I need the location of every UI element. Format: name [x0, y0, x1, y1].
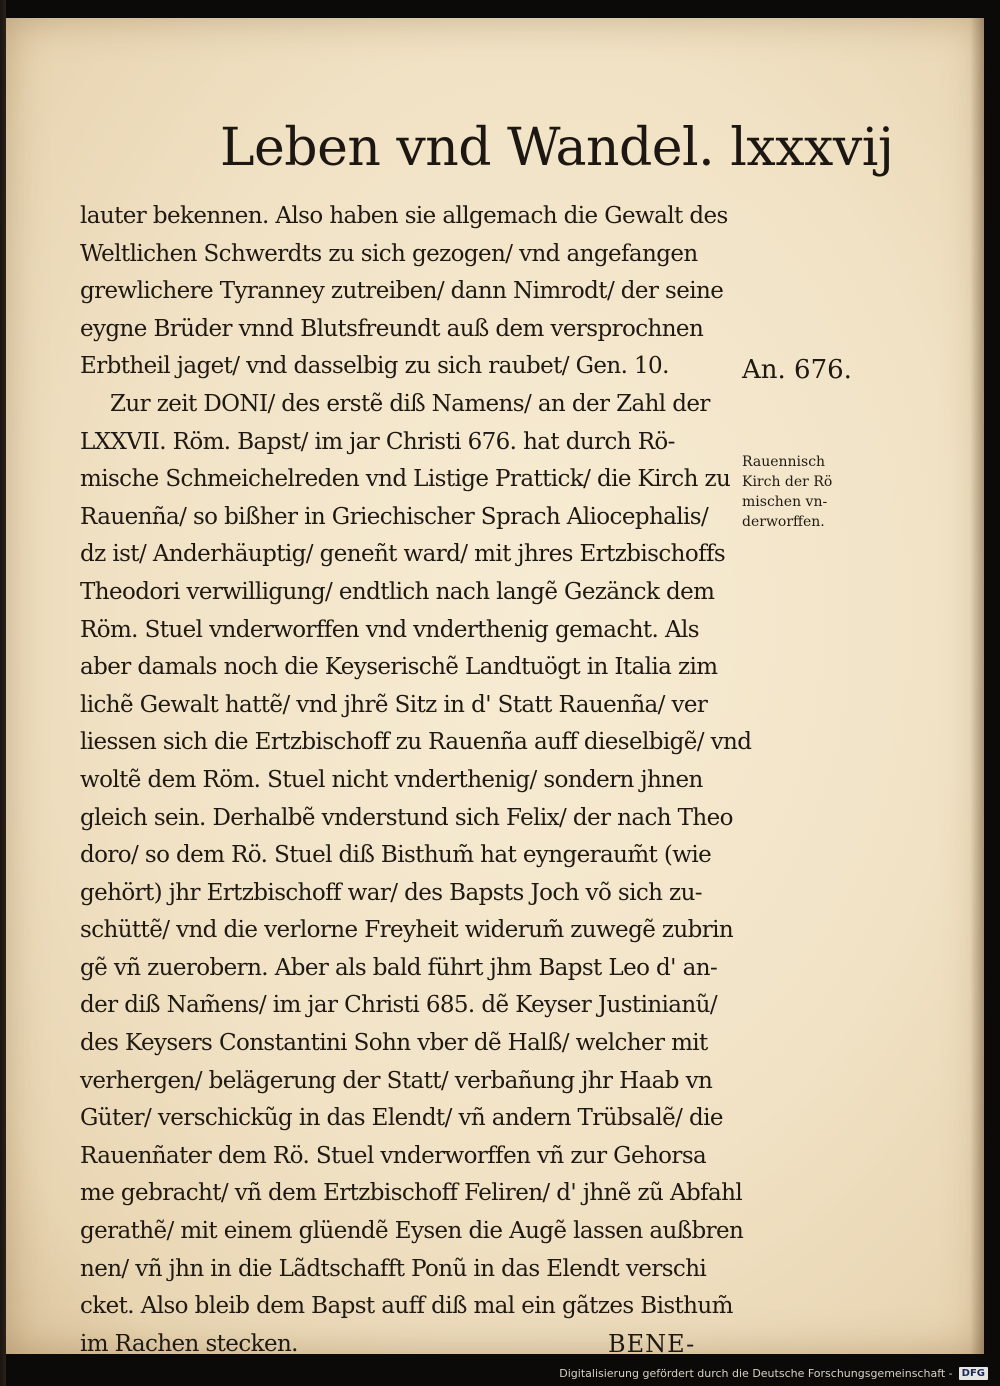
margin-year-note: An. 676. — [742, 355, 852, 385]
text-line: Röm. Stuel vnderworffen vnd vnderthenig gemacht. Als — [80, 616, 699, 643]
text-line: verhergen/ belägerung der Statt/ verbañung jhr Haab vn — [80, 1067, 713, 1094]
text-line: Theodori verwilligung/ endtlich nach langẽ Gezänck dem — [80, 578, 715, 605]
digitization-footer — [559, 1367, 988, 1380]
page-edge-shadow — [970, 18, 984, 1354]
text-line: gehört) jhr Ertzbischoff war/ des Bapsts Joch võ sich zu- — [80, 879, 702, 906]
text-line — [80, 1326, 740, 1364]
text-line: woltẽ dem Röm. Stuel nicht vnderthenig/ sondern jhnen — [80, 766, 703, 793]
text-line: mische Schmeichelreden vnd Listige Prattick/ die Kirch zu — [80, 466, 731, 493]
text-line: lichẽ Gewalt hattẽ/ vnd jhrẽ Sitz in d' Statt Rauenña/ ver — [80, 691, 708, 718]
catchword: BENE- — [608, 1329, 696, 1358]
text-line: Rauenñater dem Rö. Stuel vnderworffen vñ zur Gehorsa — [80, 1142, 707, 1169]
text-line: grewlichere Tyranney zutreiben/ dann Nimrodt/ der seine — [80, 278, 724, 305]
margin-note-line: Kirch der Rö — [742, 474, 833, 490]
footer-credit: Digitalisierung gefördert durch die Deutsche Forschungsgemeinschaft - — [559, 1367, 953, 1380]
text-line: me gebracht/ vñ dem Ertzbischoff Feliren/ d' jhnẽ zũ Abfahl — [80, 1180, 743, 1207]
body-text — [80, 198, 752, 1363]
text-line: Güter/ verschickũg in das Elendt/ vñ andern Trübsalẽ/ die — [80, 1105, 723, 1132]
text-line: der diß Nam̃ens/ im jar Christi 685. dẽ Keyser Justinianũ/ — [80, 992, 717, 1019]
text-line: gleich sein. Derhalbẽ vnderstund sich Felix/ der nach Theo — [80, 804, 733, 831]
dfg-logo-icon: DFG — [959, 1367, 988, 1380]
text-line: dz ist/ Anderhäuptig/ geneñt ward/ mit jhres Ertzbischoffs — [80, 541, 726, 568]
text-line: des Keysers Constantini Sohn vber dẽ Halß/ welcher mit — [80, 1030, 708, 1057]
text-line: liessen sich die Ertzbischoff zu Rauenña auff dieselbigẽ/ vnd — [80, 729, 752, 756]
margin-note-line: Rauennisch — [742, 454, 826, 470]
text-line: doro/ so dem Rö. Stuel diß Bisthum̃ hat eyngeraum̃t (wie — [80, 842, 712, 869]
text-line: lauter bekennen. Also haben sie allgemach die Gewalt des — [80, 203, 728, 229]
margin-note-ravenna — [742, 452, 882, 532]
text-line: Zur zeit DONI/ des erstẽ diß Namens/ an der Zahl der — [110, 390, 710, 417]
text-line: Erbtheil jaget/ vnd dasselbig zu sich raubet/ Gen. 10. — [80, 353, 669, 380]
text-line: nen/ vñ jhn in die Lãdtschafft Ponũ in das Elendt verschi — [80, 1255, 707, 1282]
margin-note-line: derworffen. — [742, 514, 825, 530]
text-line: LXXVII. Röm. Bapst/ im jar Christi 676. hat durch Rö- — [80, 428, 675, 455]
final-line-text: im Rachen stecken. — [80, 1330, 298, 1357]
running-header: Leben vnd Wandel. lxxxvij — [220, 118, 894, 178]
text-line: cket. Also bleib dem Bapst auff diß mal ein gãtzes Bisthum̃ — [80, 1293, 733, 1320]
text-line: eygne Brüder vnnd Blutsfreundt auß dem versprochnen — [80, 315, 704, 342]
text-line: gẽ vñ zuerobern. Aber als bald führt jhm Bapst Leo d' an- — [80, 954, 718, 981]
text-line: gerathẽ/ mit einem glüendẽ Eysen die Augẽ lassen außbren — [80, 1218, 744, 1245]
text-line: schüttẽ/ vnd die verlorne Freyheit widerum̃ zuwegẽ zubrin — [80, 917, 734, 944]
text-line: Weltlichen Schwerdts zu sich gezogen/ vnd angefangen — [80, 240, 698, 267]
text-line: Rauenña/ so bißher in Griechischer Sprach Aliocephalis/ — [80, 503, 709, 530]
margin-note-line: mischen vn- — [742, 494, 828, 510]
text-line: aber damals noch die Keyserischẽ Landtuögt in Italia zim — [80, 654, 718, 681]
